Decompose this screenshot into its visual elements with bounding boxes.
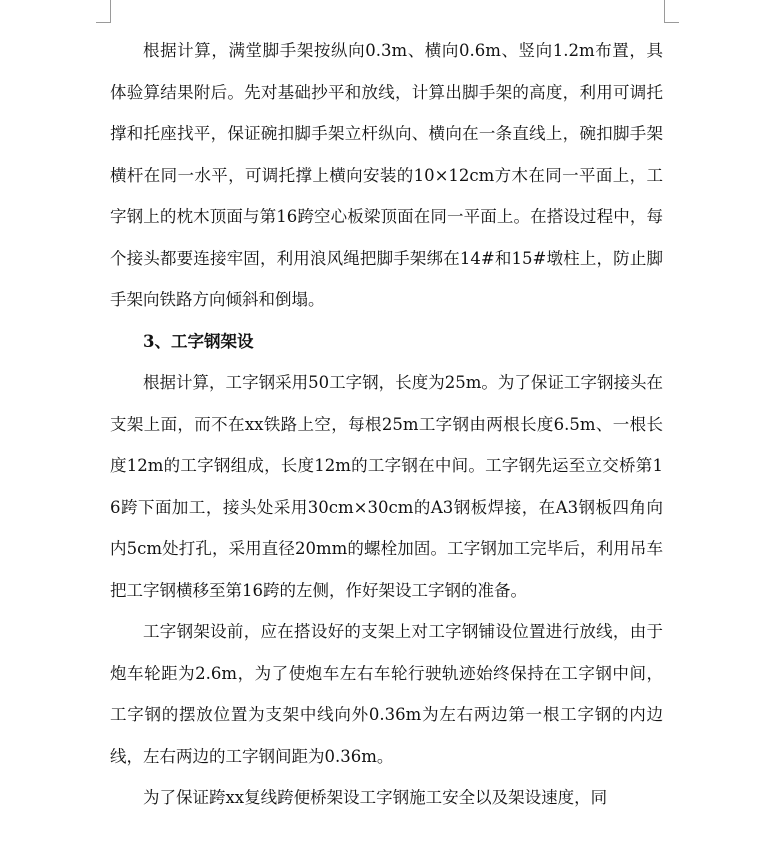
paragraph-steel-beam-assembly: 根据计算，工字钢采用50工字钢，长度为25m。为了保证工字钢接头在支架上面，而不在xx铁路上空，每根25m工字钢由两根长度6.5m、一根长度12m的工字钢组成，长度12m的工字钢在中间。工字钢先运至立交桥第16跨下面加工，接头处采用30cm×30cm的A3钢板焊接，在A3钢板四角向内5cm处打孔，采用直径20mm的螺栓加固。工字钢加工完毕后，利用吊车把工字钢横移至第16跨的左侧，作好架设工字钢的准备。 bbox=[110, 373, 663, 600]
paragraph-safety-speed: 为了保证跨xx复线跨便桥架设工字钢施工安全以及架设速度，同 bbox=[143, 788, 608, 807]
section-heading-steel-erection: 3、工字钢架设 bbox=[143, 331, 254, 351]
document-body bbox=[110, 30, 663, 819]
margin-corner-mark-right bbox=[664, 0, 679, 23]
margin-corner-mark-left bbox=[96, 0, 111, 23]
paragraph-steel-beam-layout: 工字钢架设前，应在搭设好的支架上对工字钢铺设位置进行放线，由于炮车轮距为2.6m，为了使炮车左右车轮行驶轨迹始终保持在工字钢中间，工字钢的摆放位置为支架中线向外0.36m为左右两边第一根工字钢的内边线，左右两边的工字钢间距为0.36m。 bbox=[110, 622, 663, 766]
paragraph-scaffold-setup: 根据计算，满堂脚手架按纵向0.3m、横向0.6m、竖向1.2m布置，具体验算结果附后。先对基础抄平和放线，计算出脚手架的高度，利用可调托撑和托座找平，保证碗扣脚手架立杆纵向、横向在一条直线上，碗扣脚手架横杆在同一水平，可调托撑上横向安装的10×12cm方木在同一平面上，工字钢上的枕木顶面与第16跨空心板梁顶面在同一平面上。在搭设过程中，每个接头都要连接牢固，利用浪风绳把脚手架绑在14#和15#墩柱上，防止脚手架向铁路方向倾斜和倒塌。 bbox=[110, 41, 663, 309]
